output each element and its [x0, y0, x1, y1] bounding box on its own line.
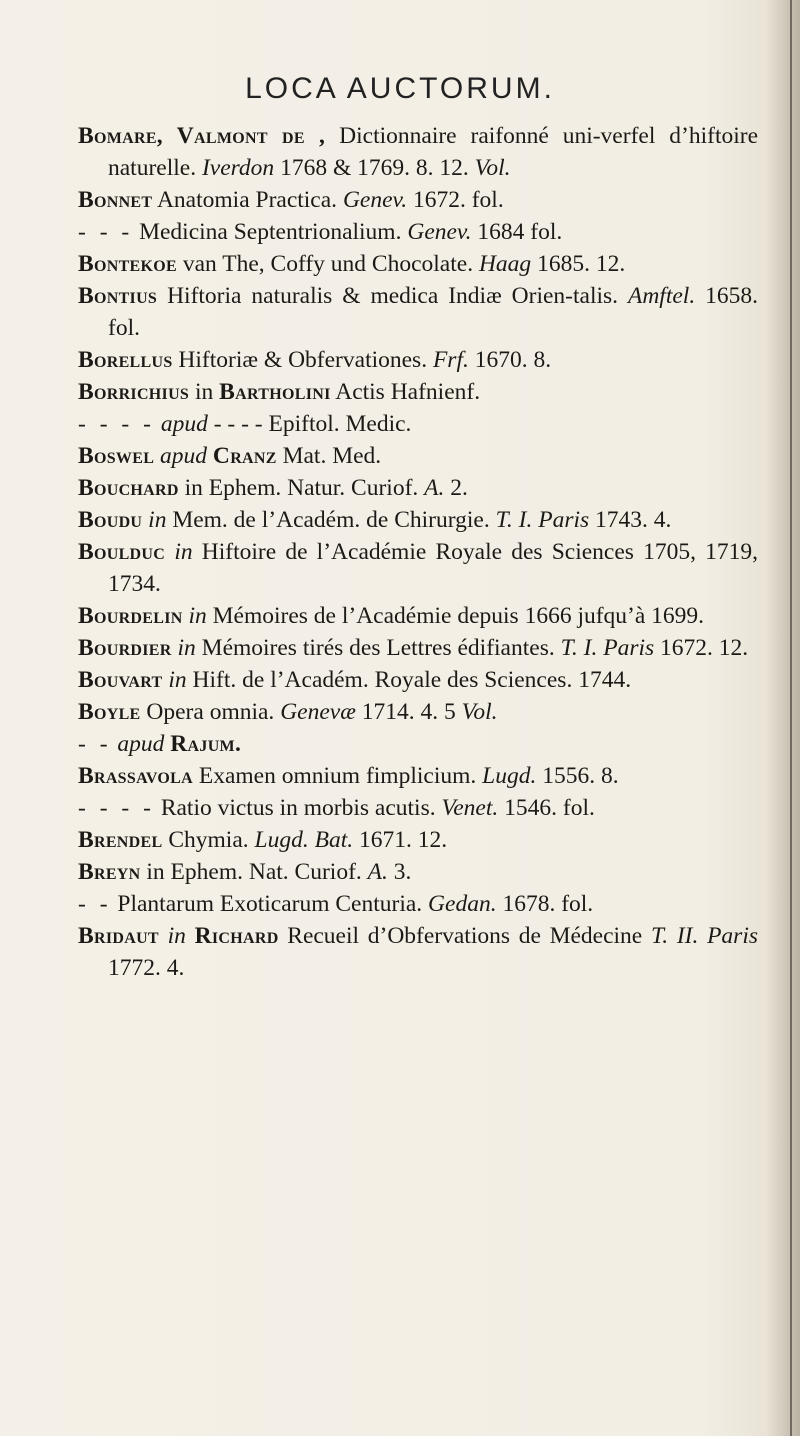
index-entry [78, 440, 758, 472]
entry-text: 1772. 4. [108, 955, 185, 981]
page-edge-shadow [766, 0, 800, 1436]
author-name: Bourdier [78, 635, 172, 661]
author-name: Bontius [78, 283, 158, 309]
index-entry [78, 760, 758, 792]
entry-text: Mat. Med. [276, 443, 382, 469]
entry-text [165, 539, 174, 565]
index-entry [78, 216, 758, 248]
entry-text: Hiftoriæ & Obfervationes. [172, 347, 433, 373]
entry-text: Plantarum Exoticarum Centuria. [111, 891, 429, 917]
author-name: Boyle [78, 699, 141, 725]
author-name: Bouchard [78, 475, 179, 501]
entry-text: Mémoires tirés des Lettres édifiantes. [195, 635, 561, 661]
index-entry [78, 248, 758, 280]
italic-text: Vol. [474, 155, 511, 181]
italic-text: Iverdon [201, 155, 275, 181]
author-name: Brassavola [78, 763, 193, 789]
author-name: Bourdelin [78, 603, 183, 629]
entry-text: 1670. 8. [468, 347, 552, 373]
italic-text: apud [160, 411, 208, 437]
entry-text: Examen omnium fimplicium. [192, 763, 483, 789]
entry-text: in Ephem. Natur. Curiof. [178, 475, 425, 501]
author-name: Borrichius [78, 379, 190, 405]
entry-text: 1556. 8. [536, 763, 619, 789]
index-entry [78, 920, 758, 984]
index-entry [78, 728, 758, 760]
italic-text: Genev. [407, 219, 472, 245]
italic-text: A. [424, 475, 445, 501]
entry-text [159, 923, 168, 949]
index-entry [78, 472, 758, 504]
italic-text: in [168, 667, 187, 693]
author-name: Boswel [78, 443, 155, 469]
italic-text: Gedan. [428, 891, 497, 917]
italic-text: Haag [478, 251, 532, 277]
entry-text: Anatomia Practica. [152, 187, 343, 213]
entry-text: 1743. 4. [589, 507, 672, 533]
entry-text: 1672. fol. [407, 187, 504, 213]
entry-text [186, 923, 195, 949]
italic-text: Genevæ [280, 699, 356, 725]
italic-text: apud [160, 443, 208, 469]
ditto-dash: - - - - [78, 795, 155, 821]
italic-text: Amftel. [627, 283, 696, 309]
entry-text: Chymia. [162, 827, 255, 853]
italic-text: apud [117, 731, 165, 757]
index-entry [78, 376, 758, 408]
entry-text: Dictionnaire raifonné uni-verfel d’hiftoire naturelle. [108, 123, 759, 181]
entry-text: 2. [444, 475, 468, 501]
cited-author: Bartholini [219, 379, 331, 405]
entry-text: Recueil d’Obfervations de Médecine [278, 923, 651, 949]
index-entry [78, 792, 758, 824]
italic-text: T. I. Paris [495, 507, 590, 533]
author-name: Bouvart [78, 667, 163, 693]
italic-text: T. II. Paris [650, 923, 758, 949]
index-entry [78, 120, 758, 184]
index-entry [78, 280, 758, 344]
index-entry [78, 632, 758, 664]
italic-text: in [177, 635, 196, 661]
author-name: Boudu [78, 507, 143, 533]
entry-text: Hift. de l’Académ. Royale des Sciences. 1744. [186, 667, 632, 693]
running-header: LOCA AUCTORUM. [245, 72, 555, 105]
entry-text: Mémoires de l’Académie depuis 1666 jufqu’à 1699. [206, 603, 705, 629]
entry-text: Medicina Septentrionalium. [133, 219, 408, 245]
cited-author: Cranz [212, 443, 277, 469]
author-name: Bridaut [78, 923, 159, 949]
index-entry [78, 504, 758, 536]
index-entry [78, 696, 758, 728]
cited-author: Rajum. [170, 731, 242, 757]
index-entry [78, 184, 758, 216]
author-name: Bontekoe [78, 251, 177, 277]
entry-text: 1546. fol. [498, 795, 595, 821]
entry-text: Opera omnia. [140, 699, 281, 725]
entry-text: 1671. 12. [353, 827, 448, 853]
italic-text: in [188, 603, 207, 629]
entry-text: 1768 & 1769. 8. 12. [274, 155, 475, 181]
entry-text: - - - - Epiftol. Medic. [207, 411, 412, 437]
author-name: Bonnet [78, 187, 153, 213]
cited-author: Richard [194, 923, 279, 949]
italic-text: in [174, 539, 193, 565]
entry-text: in Ephem. Nat. Curiof. [140, 859, 368, 885]
author-name: Boulduc [78, 539, 166, 565]
entry-text: Hiftoire de l’Académie Royale des Sciences 1705, 1719, 1734. [108, 539, 759, 597]
index-entry [78, 344, 758, 376]
entry-text: in [189, 379, 220, 405]
index-entry [78, 888, 758, 920]
ditto-dash: - - - - [78, 411, 155, 437]
italic-text: in [148, 507, 167, 533]
author-name: Bomare, Valmont de , [78, 123, 326, 149]
ditto-dash: - - [78, 731, 112, 757]
author-name: Brendel [78, 827, 163, 853]
italic-text: T. I. Paris [560, 635, 655, 661]
italic-text: Lugd. [482, 763, 537, 789]
author-name: Borellus [78, 347, 173, 373]
italic-text: Venet. [441, 795, 499, 821]
italic-text: Vol. [461, 699, 498, 725]
author-name: Breyn [78, 859, 141, 885]
author-index-list [78, 120, 758, 984]
ditto-dash: - - [78, 891, 112, 917]
entry-text: 1714. 4. 5 [355, 699, 462, 725]
entry-text: Ratio victus in morbis acutis. [154, 795, 442, 821]
index-entry [78, 408, 758, 440]
entry-text: Hiftoria naturalis & medica Indiæ Orien-talis. [157, 283, 628, 309]
italic-text: Lugd. Bat. [254, 827, 354, 853]
ditto-dash: - - - [78, 219, 134, 245]
index-entry [78, 824, 758, 856]
italic-text: A. [367, 859, 388, 885]
entry-text: 1685. 12. [531, 251, 626, 277]
index-entry [78, 856, 758, 888]
index-entry [78, 536, 758, 600]
entry-text: 1658. fol. [108, 283, 759, 341]
entry-text: 1684 fol. [471, 219, 563, 245]
entry-text: van The, Coffy und Chocolate. [176, 251, 479, 277]
entry-text: 1672. 12. [654, 635, 749, 661]
page-edge-line [790, 0, 792, 1436]
index-entry [78, 664, 758, 696]
italic-text: Frf. [432, 347, 469, 373]
italic-text: Genev. [342, 187, 408, 213]
entry-text: Mem. de l’Académ. de Chirurgie. [166, 507, 496, 533]
italic-text: in [167, 923, 186, 949]
entry-text: 3. [387, 859, 412, 885]
index-entry [78, 600, 758, 632]
entry-text: Actis Hafnienf. [330, 379, 481, 405]
entry-text: 1678. fol. [496, 891, 594, 917]
